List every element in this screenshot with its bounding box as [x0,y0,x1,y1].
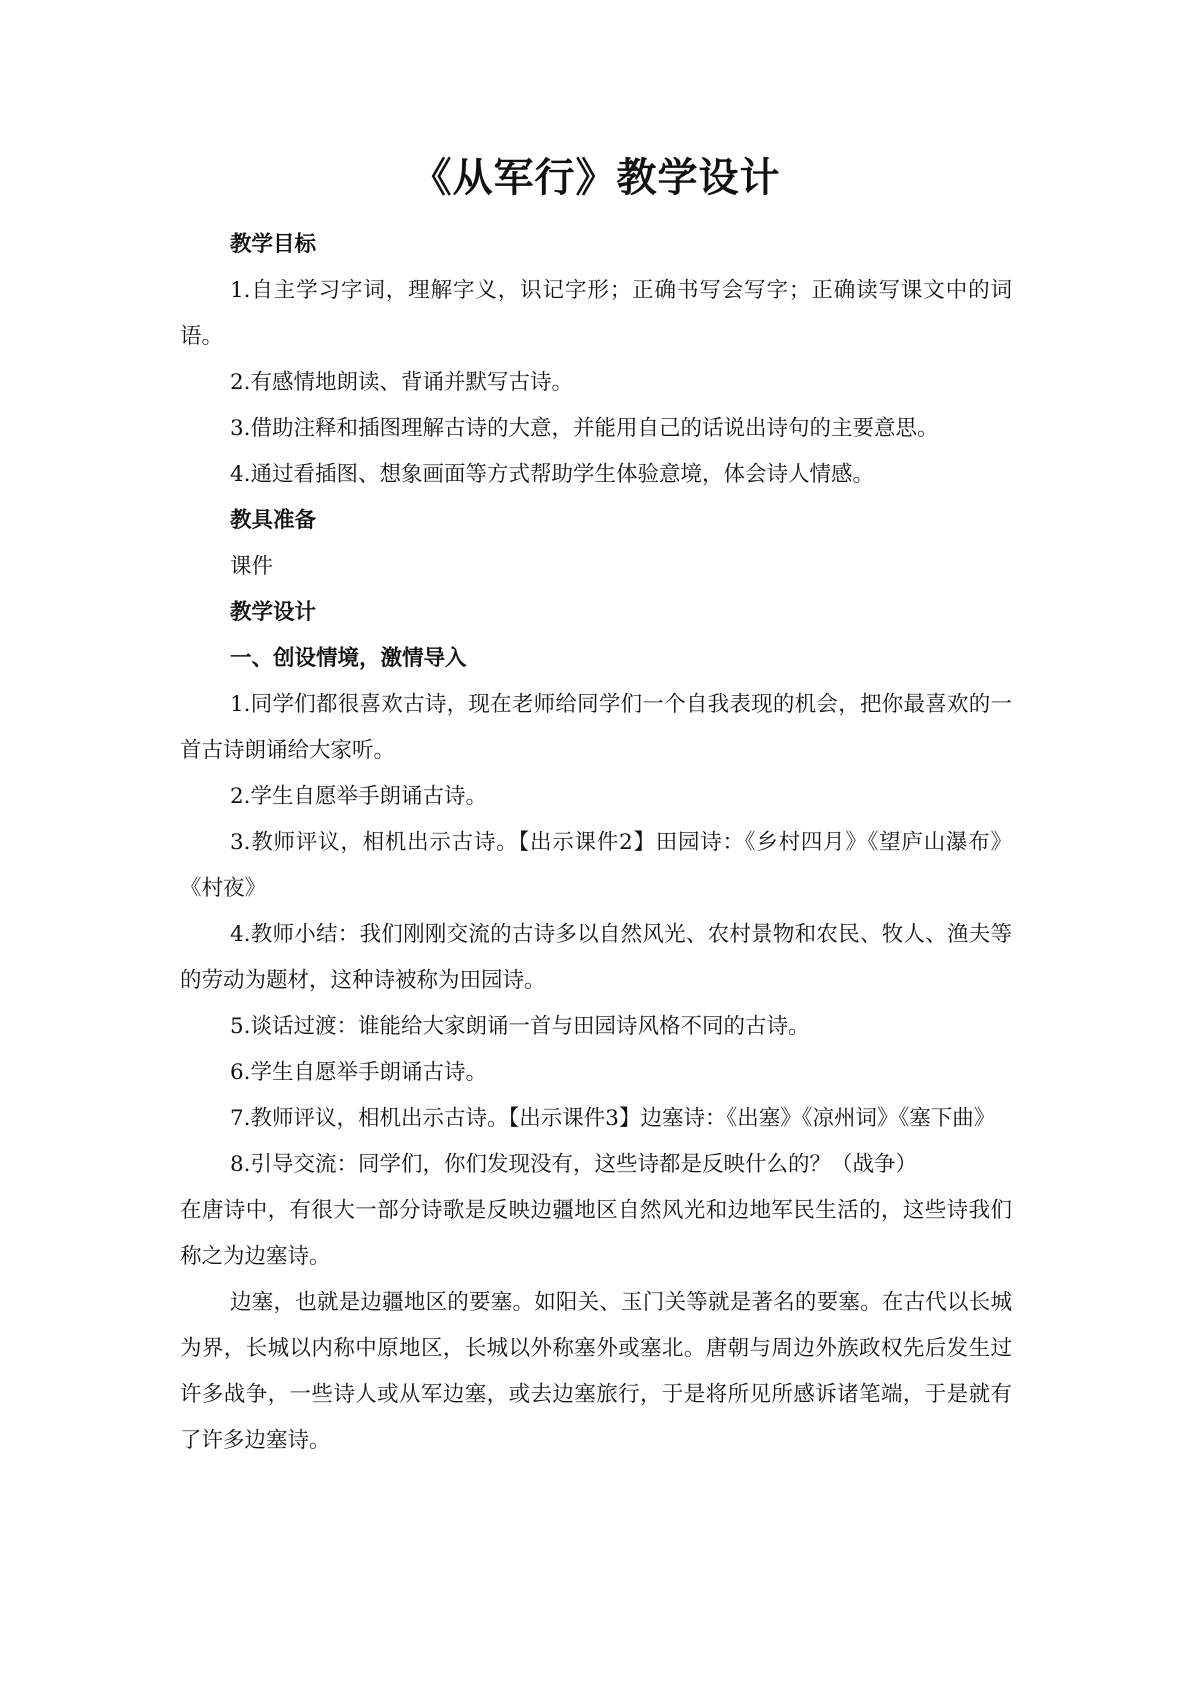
design-item-1: 1.同学们都很喜欢古诗，现在老师给同学们一个自我表现的机会，把你最喜欢的一首古诗朗诵给大家听。 [180,692,1012,763]
materials-text: 课件 [230,554,274,579]
design-item-8-continuation: 在唐诗中，有很大一部分诗歌是反映边疆地区自然风光和边地军民生活的，这些诗我们称之为边塞诗。 [180,1198,1012,1269]
frontier-paragraph: 边塞，也就是边疆地区的要塞。如阳关、玉门关等就是著名的要塞。在古代以长城为界，长城以内称中原地区，长城以外称塞外或塞北。唐朝与周边外族政权先后发生过许多战争，一些诗人或从军边塞，或去边塞旅行，于是将所见所感诉诸笔端，于是就有了许多边塞诗。 [180,1290,1012,1453]
page-title: 《从军行》教学设计 [411,155,781,201]
design-item-6: 6.学生自愿举手朗诵古诗。 [230,1060,488,1085]
design-item-3: 3.教师评议，相机出示古诗。【出示课件2】田园诗：《乡村四月》《望庐山瀑布》《村夜》 [180,830,1012,901]
design-item-2: 2.学生自愿举手朗诵古诗。 [230,784,488,809]
goal-item-1: 1.自主学习字词，理解字义，识记字形；正确书写会写字；正确读写课文中的词语。 [180,278,1012,349]
section-heading-goals: 教学目标 [230,232,317,257]
design-item-5: 5.谈话过渡：谁能给大家朗诵一首与田园诗风格不同的古诗。 [230,1014,810,1039]
design-item-8: 8.引导交流：同学们，你们发现没有，这些诗都是反映什么的？（战争） [230,1152,918,1177]
section-heading-design: 教学设计 [230,600,317,625]
design-item-4: 4.教师小结：我们刚刚交流的古诗多以自然风光、农村景物和农民、牧人、渔夫等的劳动为题材，这种诗被称为田园诗。 [180,922,1012,993]
design-part1-heading: 一、创设情境，激情导入 [230,646,467,671]
goal-item-3: 3.借助注释和插图理解古诗的大意，并能用自己的话说出诗句的主要意思。 [230,416,939,441]
document-body [180,150,1012,1464]
design-item-7: 7.教师评议，相机出示古诗。【出示课件3】边塞诗：《出塞》《凉州词》《塞下曲》 [230,1106,996,1131]
goal-item-2: 2.有感情地朗读、背诵并默写古诗。 [230,370,574,395]
goal-item-4: 4.通过看插图、想象画面等方式帮助学生体验意境，体会诗人情感。 [230,462,875,487]
section-heading-materials: 教具准备 [230,508,317,533]
